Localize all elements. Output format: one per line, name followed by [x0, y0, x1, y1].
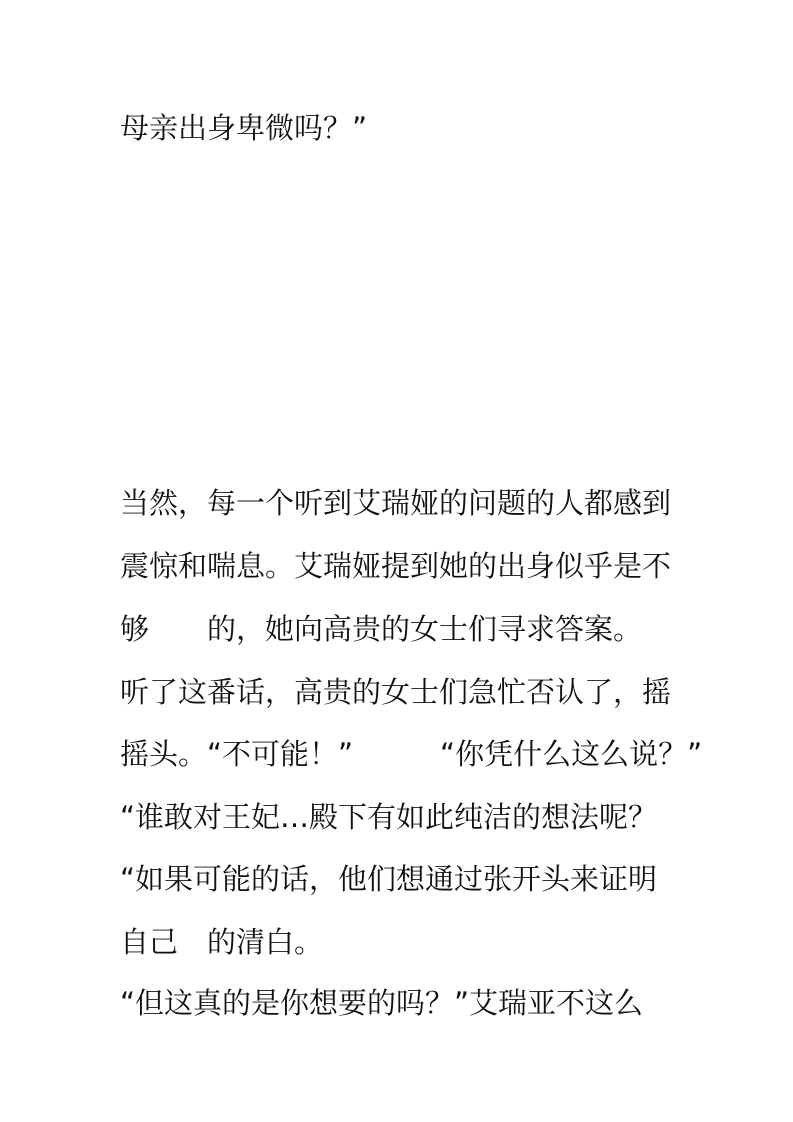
text-line-3: 震惊和喘息。艾瑞娅提到她的出身似乎是不 [120, 549, 672, 583]
text-line-4: 够 的，她向高贵的女士们寻求答案。 [120, 612, 643, 646]
text-line-9: 自己 的清白。 [120, 925, 324, 959]
text-line-5: 听了这番话，高贵的女士们急忙否认了，摇 [120, 675, 672, 709]
text-line-1: 母亲出身卑微吗？” [120, 111, 368, 145]
text-line-2: 当然，每一个听到艾瑞娅的问题的人都感到 [120, 486, 672, 520]
text-line-8: “如果可能的话，他们想通过张开头来证明 [120, 862, 658, 896]
text-line-6: 摇头。“不可能！” “你凭什么这么说？” [120, 737, 703, 771]
text-line-7: “谁敢对王妃…殿下有如此纯洁的想法呢？ [120, 800, 658, 834]
text-line-10: “但这真的是你想要的吗？”艾瑞亚不这么 [120, 986, 644, 1020]
